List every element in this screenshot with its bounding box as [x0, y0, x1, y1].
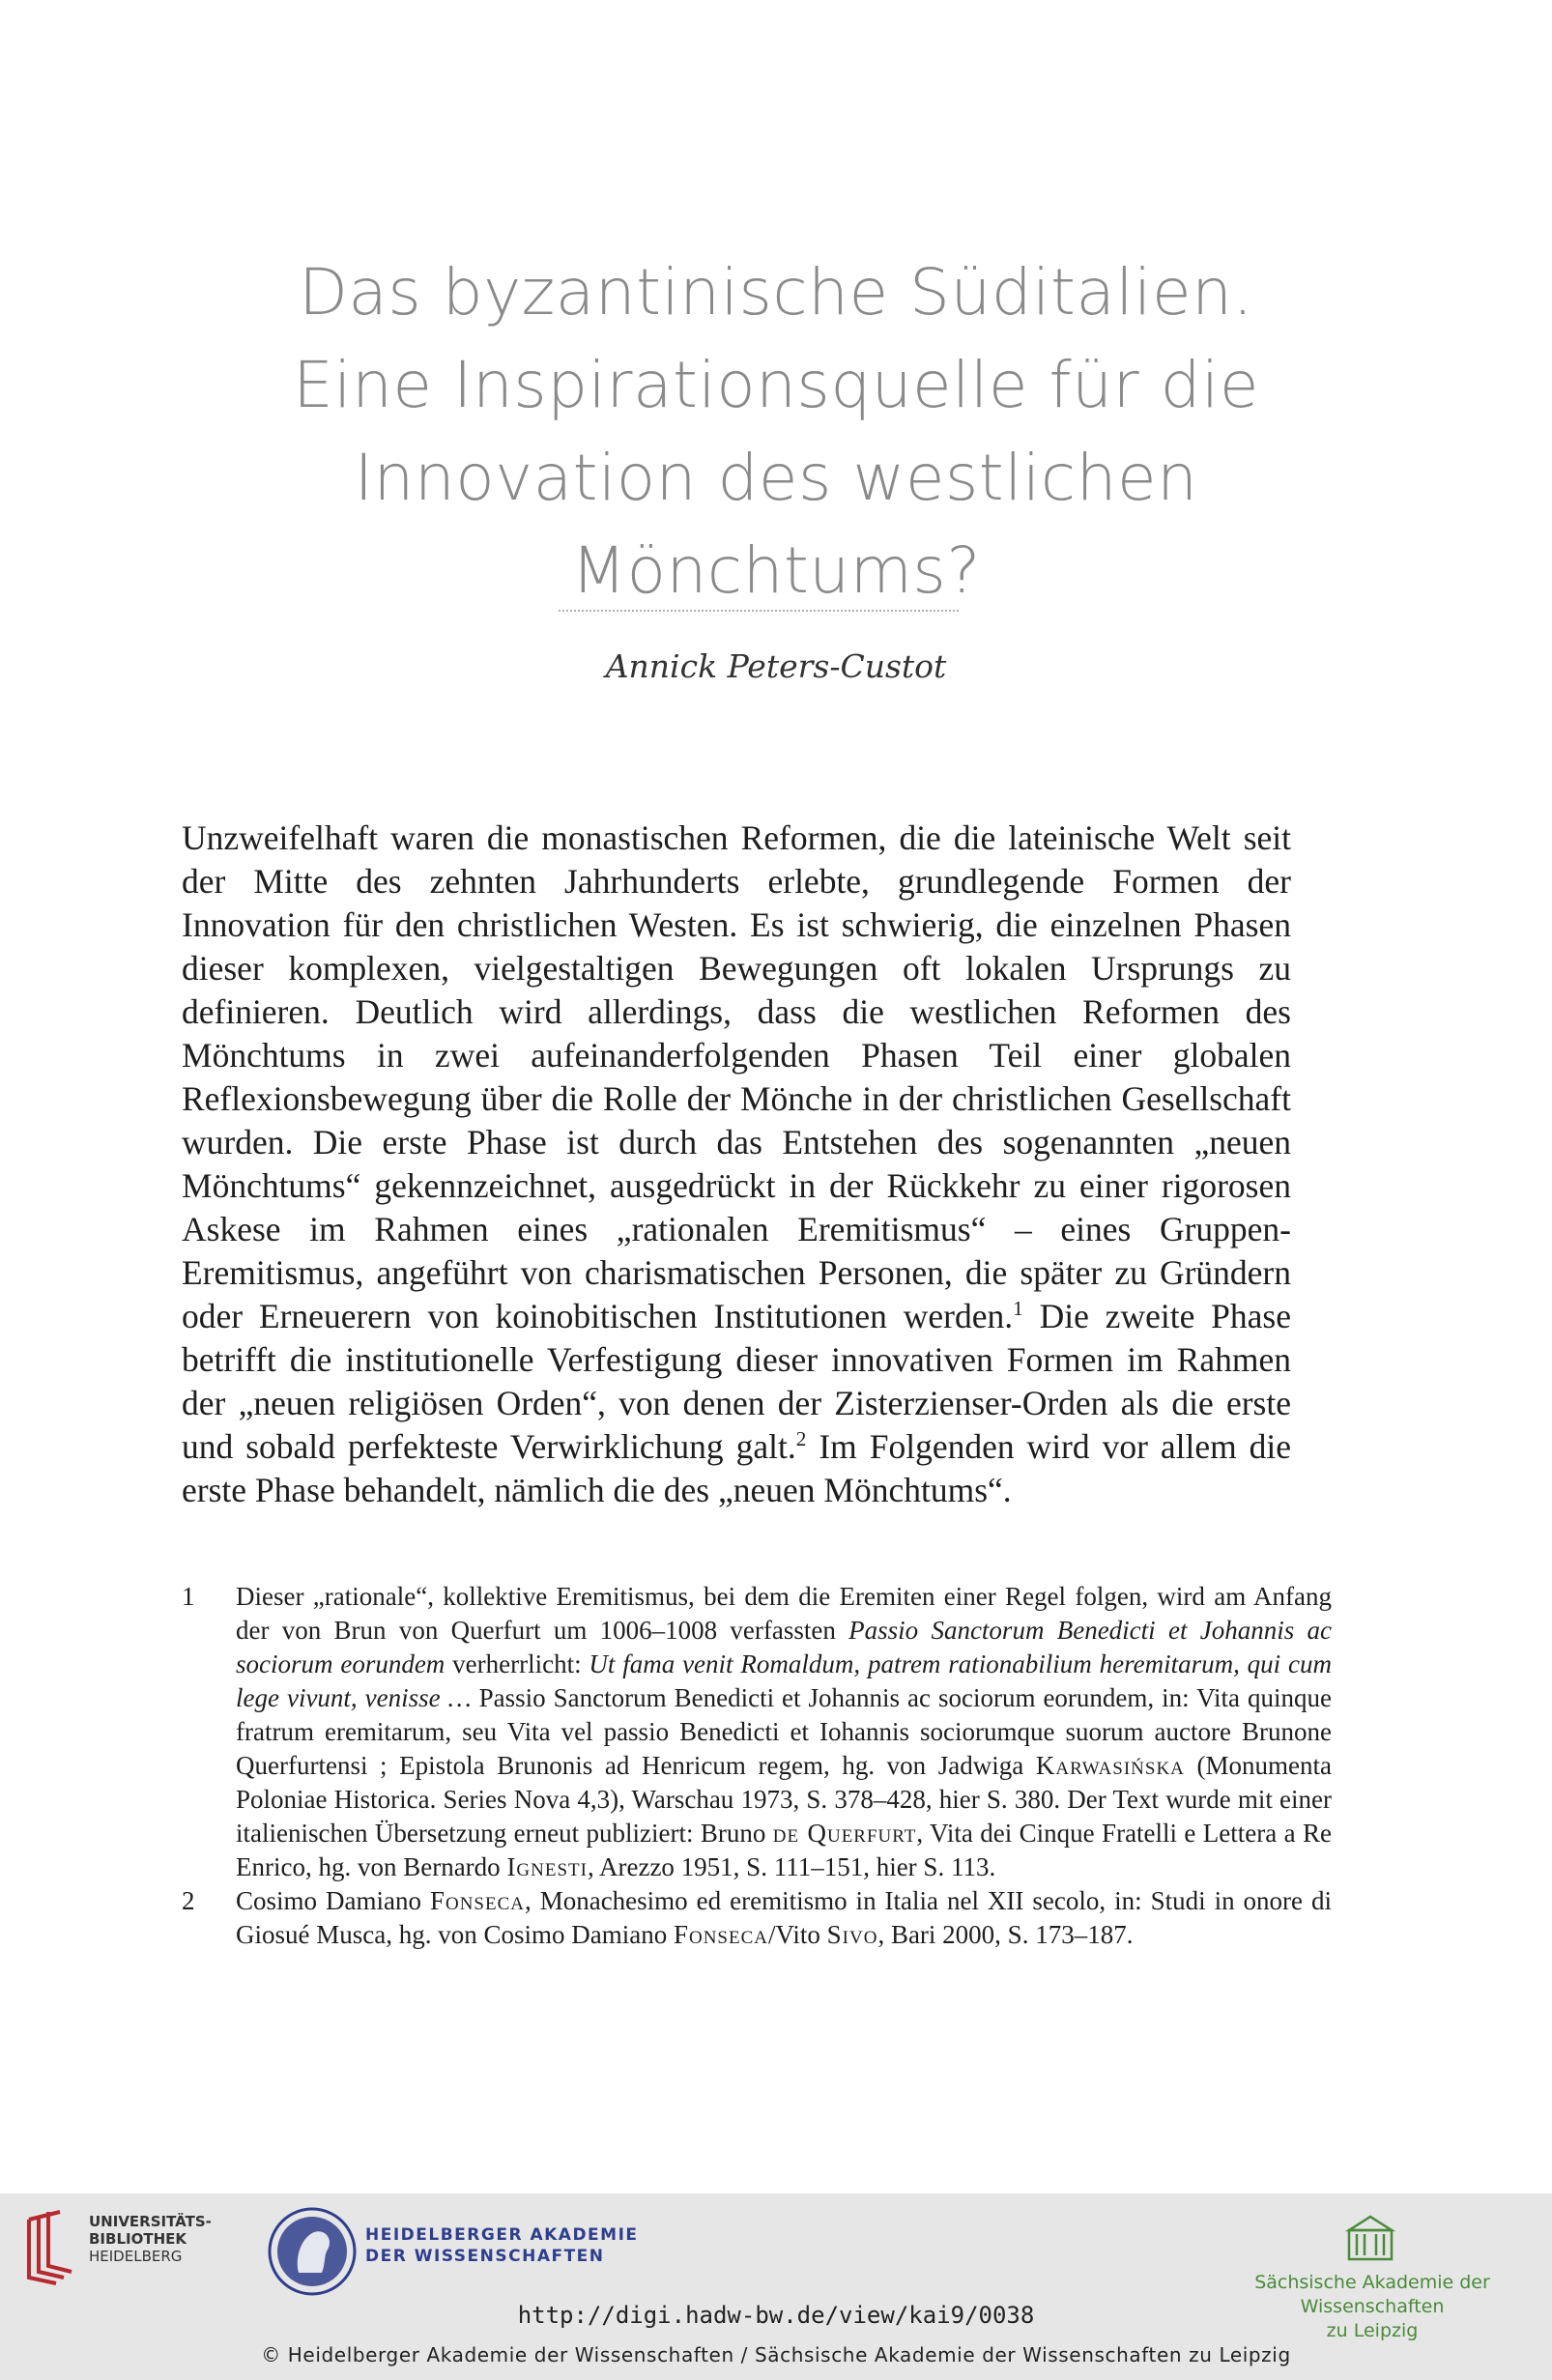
text-segment: , Bari 2000, S. 173–187. [877, 1920, 1134, 1949]
title-line: Eine Inspirationsquelle für die [293, 348, 1259, 422]
author-name: Annick Peters-Custot [605, 647, 947, 685]
italic-quote: Ut fama venit Romaldum, patrem rationabilium heremitarum, qui cum lege vivunt, venisse … [236, 1649, 1332, 1712]
permalink-url[interactable]: http://digi.hadw-bw.de/view/kai9/0038 [517, 2302, 1035, 2329]
text-segment: verherrlicht: [445, 1649, 589, 1678]
author-smallcaps: Fonseca [673, 1920, 768, 1949]
footnote-ref[interactable]: 1 [1013, 1297, 1023, 1321]
text-segment: , Arezzo 1951, S. 111–151, hier S. 113. [587, 1852, 996, 1881]
logo-text: UNIVERSITÄTS- [89, 2213, 212, 2230]
footnotes [182, 1580, 1332, 1952]
text-segment: (Monumenta Poloniae Historica. Series Nova 4,3), Warschau 1973, S. 378–428, hier S. 380. Der Text wurde mit einer italienischen Übersetzung erneut publiziert: Bruno [236, 1751, 1332, 1848]
logo-text: DER WISSENSCHAFTEN [365, 2247, 605, 2266]
footnote-text [236, 1884, 1332, 1952]
article-title [0, 246, 1552, 617]
author-smallcaps: Ignesti [506, 1852, 588, 1881]
logo-text: HEIDELBERGER AKADEMIE [365, 2225, 639, 2245]
footnote-1 [182, 1580, 1332, 1884]
title-line: Mönchtums? [571, 533, 981, 608]
text-segment: Die zweite Phase betrifft die institutionelle Verfestigung dieser innovativen Formen im Rahmen der „neuen religiösen Orden“, von denen der Zisterzienser-Orden als die erste und sobald perfekteste Verwirklichung galt. [182, 1297, 1291, 1466]
logo-text: HEIDELBERG [89, 2248, 183, 2265]
text-segment: Cosimo Damiano [236, 1886, 430, 1915]
text-segment: , Monachesimo ed eremitismo in Italia nel XII secolo, in: Studi in onore di Giosué Musca, hg. von Cosimo Damiano [236, 1886, 1332, 1949]
italic-title: Passio Sanctorum Benedicti et Johannis ac sociorum eorundem [236, 1616, 1332, 1678]
text-segment: Dieser „rationale“, kollektive Eremitismus, bei dem die Eremiten einer Regel folgen, wird am Anfang der von Brun von Querfurt um 1006–1008 verfassten [236, 1582, 1332, 1645]
title-line: Innovation des westlichen [354, 441, 1198, 515]
author-smallcaps: Sivo [826, 1920, 878, 1949]
text-segment: Passio Sanctorum Benedicti et Johannis ac sociorum eorundem, in: Vita quinque fratrum eremitarum, seu Vita vel passio Benedicti et Iohannis sociorumque suorum auctore Brunone Querfurtensi ; Epistola Brunonis ad Henricum regem, hg. von Jadwiga [236, 1683, 1332, 1780]
paragraph [182, 817, 1291, 1512]
logo-text: BIBLIOTHEK [89, 2230, 187, 2248]
hadw-name [365, 2224, 639, 2267]
footnote-number: 1 [182, 1582, 195, 1611]
logo-text: Sächsische Akademie der Wissenschaften [1254, 2272, 1490, 2317]
hadw-seal-icon [266, 2205, 359, 2298]
logo-text: zu Leipzig [1326, 2320, 1419, 2341]
title-separator [559, 610, 959, 612]
text-segment: Unzweifelhaft waren die monastischen Reformen, die die lateinische Welt seit der Mitte des zehnten Jahrhunderts erlebte, grundlegende Formen der Innovation für den christlichen Westen. Es ist schwierig, die einzelnen Phasen dieser komplexen, vielgestaltigen Bewegungen oft lokalen Ursprungs zu definieren. Deutlich wird allerdings, dass die westlichen Reformen des Mönchtums in zwei aufeinanderfolgenden Phasen Teil einer globalen Reflexionsbewegung über die Rolle der Mönche in der christlichen Gesellschaft wurden. Die erste Phase ist durch das Entstehen des sogenannten „neuen Mönchtums“ gekennzeichnet, ausgedrückt in der Rückkehr zu einer rigorosen Askese im Rahmen eines „rationalen Eremitismus“ – eines Gruppen-Eremitismus, angeführt von charismatischen Personen, die später zu Gründern oder Erneuerern von koinobitischen Institutionen werden. [182, 818, 1291, 1335]
main-text [182, 817, 1291, 1512]
footnote-ref[interactable]: 2 [795, 1427, 807, 1451]
text-segment: /Vito [768, 1920, 827, 1949]
footnote-2 [182, 1884, 1332, 1952]
ub-heidelberg-name [89, 2213, 212, 2265]
author-smallcaps: Fonseca [429, 1886, 525, 1915]
text-segment: , Vita dei Cinque Fratelli e Lettera a Re Enrico, hg. von Bernardo [236, 1819, 1332, 1881]
author-smallcaps: de Querfurt [772, 1819, 917, 1848]
author-smallcaps: Karwasińska [1035, 1751, 1185, 1780]
footnote-number: 2 [182, 1886, 195, 1915]
ub-heidelberg-logo-icon [17, 2208, 81, 2287]
saw-building-icon [1343, 2213, 1397, 2263]
copyright-notice: © Heidelberger Akademie der Wissenschaften / Sächsische Akademie der Wissenschaften zu Leipzig [261, 2343, 1291, 2366]
text-segment: Im Folgenden wird vor allem die erste Phase behandelt, nämlich die des „neuen Mönchtums“. [182, 1427, 1292, 1509]
footnote-text [236, 1580, 1332, 1884]
title-line: Das byzantinische Süditalien. [299, 255, 1253, 330]
